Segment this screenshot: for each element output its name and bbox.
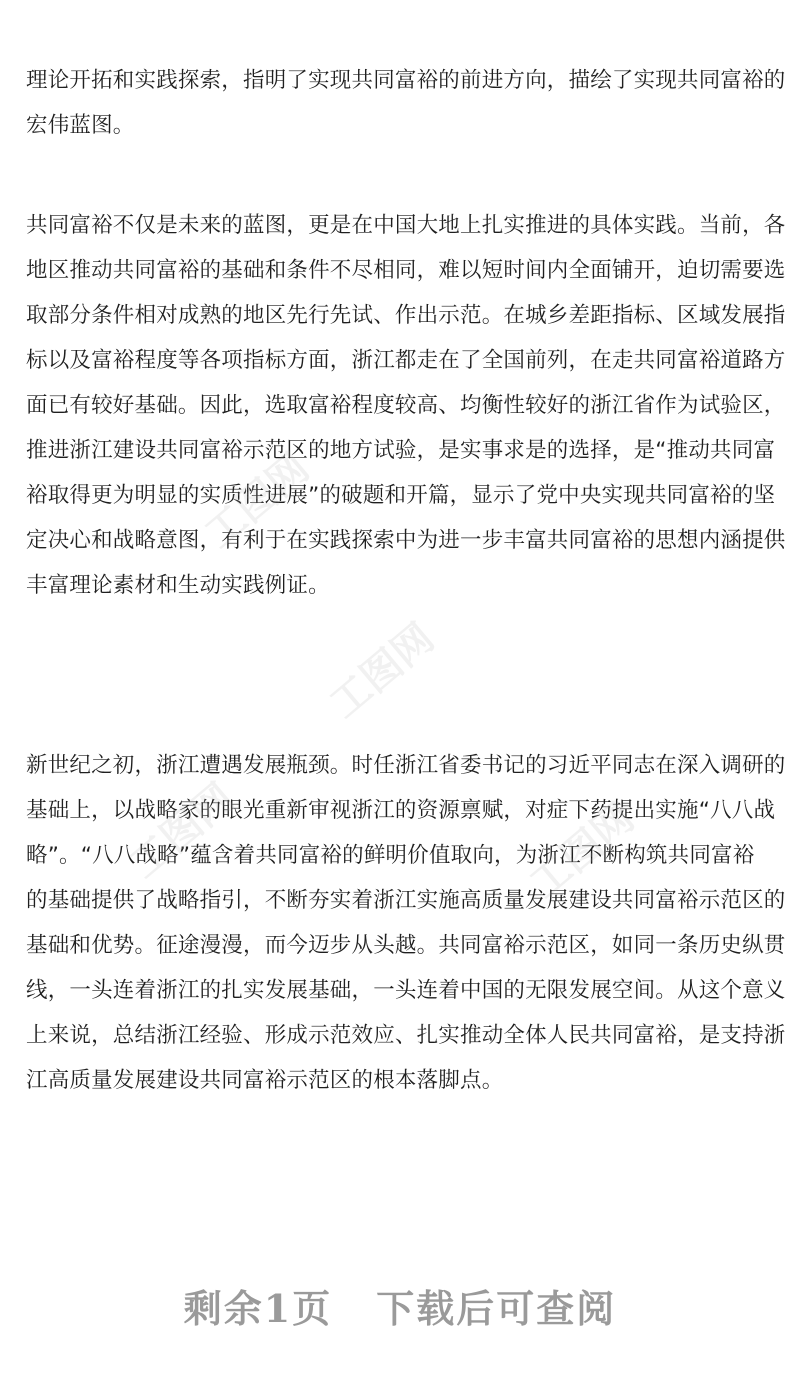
watermark: 工图网	[120, 774, 243, 888]
text-line: 取部分条件相对成熟的地区先行先试、作出示范。在城乡差距指标、区域发展指	[26, 303, 786, 328]
text-line: 面已有较好基础。因此，选取富裕程度较高、均衡性较好的浙江省作为试验区，	[26, 393, 786, 418]
text-line: 基础和优势。征途漫漫，而今迈步从头越。共同富裕示范区，如同一条历史纵贯	[26, 933, 786, 958]
text-line: 地区推动共同富裕的基础和条件不尽相同，难以短时间内全面铺开，迫切需要选	[26, 258, 786, 283]
text-line: 推进浙江建设共同富裕示范区的地方试验，是实事求是的选择，是“推动共同富	[26, 438, 776, 463]
text-line: 标以及富裕程度等各项指标方面，浙江都走在了全国前列，在走共同富裕道路方	[26, 348, 786, 373]
text-line: 共同富裕不仅是未来的蓝图，更是在中国大地上扎实推进的具体实践。当前，各	[26, 213, 786, 238]
text-line: 江高质量发展建设共同富裕示范区的根本落脚点。	[26, 1068, 504, 1093]
text-line: 新世纪之初，浙江遭遇发展瓶颈。时任浙江省委书记的习近平同志在深入调研的	[26, 753, 786, 778]
paragraph-2	[26, 203, 786, 608]
text-line: 裕取得更为明显的实质性进展”的破题和开篇，显示了党中央实现共同富裕的坚	[26, 483, 776, 508]
watermark: 工图网	[520, 794, 643, 908]
download-to-view-label: 下载后可查阅	[376, 1286, 617, 1331]
paragraph-3	[26, 743, 786, 1103]
remaining-pages-label: 剩余1页	[183, 1286, 333, 1331]
text-line: 上来说，总结浙江经验、形成示范效应、扎实推动全体人民共同富裕，是支持浙	[26, 1023, 786, 1048]
text-line: 的基础提供了战略指引，不断夯实着浙江实施高质量发展建设共同富裕示范区的	[26, 888, 786, 913]
text-line: 理论开拓和实践探索，指明了实现共同富裕的前进方向，描绘了实现共同富裕的	[26, 68, 786, 93]
text-line: 基础上，以战略家的眼光重新审视浙江的资源禀赋，对症下药提出实施“八八战	[26, 798, 776, 823]
text-line: 宏伟蓝图。	[26, 113, 135, 138]
text-line: 丰富理论素材和生动实践例证。	[26, 573, 330, 598]
text-line: 略”。“八八战略”蕴含着共同富裕的鲜明价值取向，为浙江不断构筑共同富裕	[26, 843, 755, 868]
text-line: 线，一头连着浙江的扎实发展基础，一头连着中国的无限发展空间。从这个意义	[26, 978, 786, 1003]
text-line: 定决心和战略意图，有利于在实践探索中为进一步丰富共同富裕的思想内涵提供	[26, 528, 786, 553]
watermark: 工图网	[320, 614, 443, 728]
watermark: 工图网	[195, 444, 318, 558]
download-prompt-banner[interactable]	[0, 1278, 800, 1333]
paragraph-1	[26, 58, 786, 148]
